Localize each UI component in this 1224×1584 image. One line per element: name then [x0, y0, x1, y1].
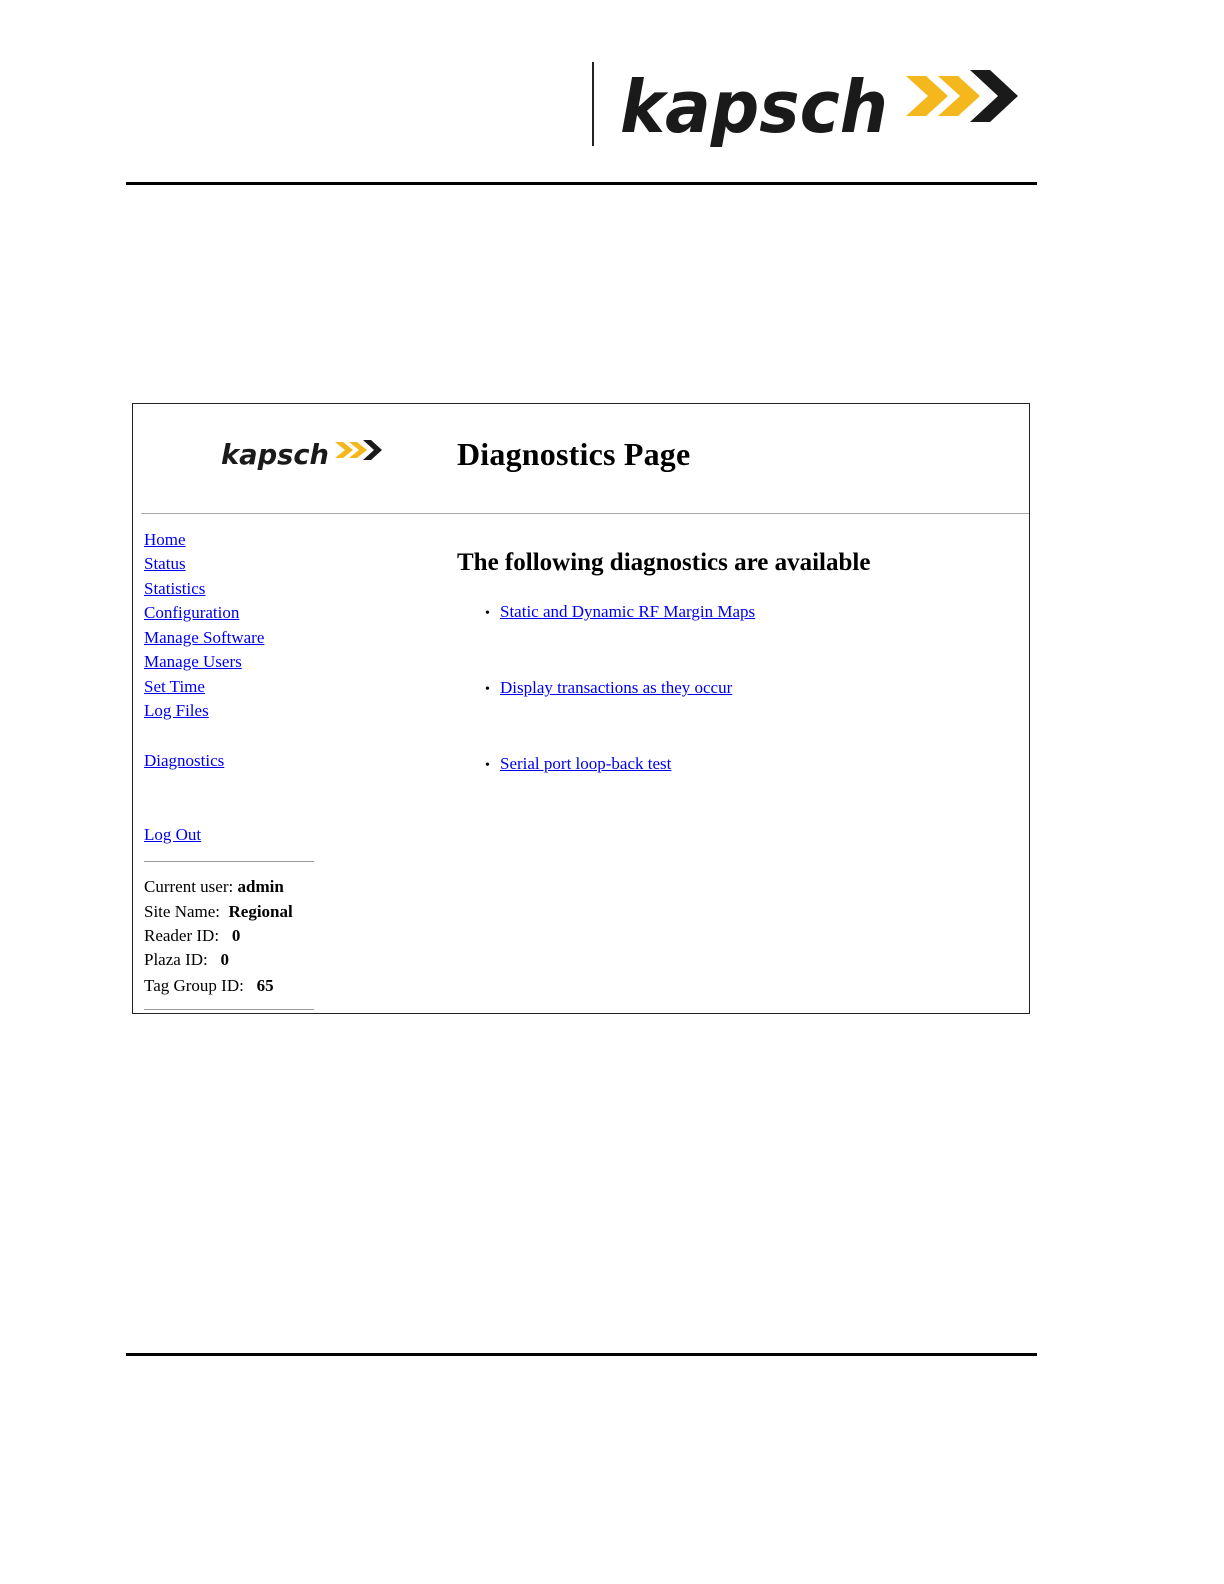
tag-group-id-label: Tag Group ID: [144, 976, 244, 995]
nav-status-link[interactable]: Status [144, 554, 186, 573]
svg-text:kapsch: kapsch [620, 65, 888, 149]
list-item [485, 602, 755, 622]
current-user-label: Current user: [144, 877, 234, 896]
svg-text:kapsch: kapsch [221, 438, 329, 471]
nav-home-link[interactable]: Home [144, 530, 186, 549]
tag-group-id-info [144, 976, 274, 996]
current-user-info [144, 877, 284, 897]
nav-statistics-link[interactable]: Statistics [144, 579, 206, 598]
site-name-label: Site Name: [144, 902, 221, 921]
sidebar-bottom-separator [144, 1009, 314, 1010]
bullet-icon: • [485, 682, 490, 697]
sidebar-separator [144, 861, 314, 862]
list-item [485, 678, 732, 698]
nav-set-time-link[interactable]: Set Time [144, 677, 205, 696]
display-transactions-link[interactable]: Display transactions as they occur [500, 678, 733, 697]
diagnostics-heading: The following diagnostics are available [457, 549, 871, 576]
diagnostics-screenshot [132, 403, 1030, 1014]
reader-id-label: Reader ID: [144, 926, 220, 945]
serial-loopback-test-link[interactable]: Serial port loop-back test [500, 754, 672, 773]
plaza-id-value: 0 [220, 950, 229, 969]
nav-manage-users-link[interactable]: Manage Users [144, 652, 242, 671]
reader-id-value: 0 [231, 926, 241, 945]
site-name-info [144, 902, 293, 922]
rf-margin-maps-link[interactable]: Static and Dynamic RF Margin Maps [500, 602, 756, 621]
header-separator [141, 513, 1029, 514]
tag-group-id-value: 65 [256, 976, 274, 995]
plaza-id-label: Plaza ID: [144, 950, 208, 969]
bullet-icon: • [485, 606, 490, 621]
nav-diagnostics-link[interactable]: Diagnostics [144, 751, 225, 770]
plaza-id-info [144, 950, 229, 970]
bullet-icon: • [485, 758, 490, 773]
header-divider [592, 62, 594, 146]
footer-rule [126, 1353, 1037, 1356]
current-user-value: admin [237, 877, 284, 896]
nav-log-files-link[interactable]: Log Files [144, 701, 209, 720]
nav-configuration-link[interactable]: Configuration [144, 603, 240, 622]
nav-manage-software-link[interactable]: Manage Software [144, 628, 265, 647]
header-rule [126, 182, 1037, 185]
app-kapsch-logo [219, 432, 384, 472]
site-name-value: Regional [228, 902, 293, 921]
list-item [485, 754, 671, 774]
reader-id-info [144, 926, 240, 946]
page-title: Diagnostics Page [457, 436, 691, 472]
kapsch-logo [616, 58, 1026, 154]
nav-log-out-link[interactable]: Log Out [144, 825, 202, 844]
